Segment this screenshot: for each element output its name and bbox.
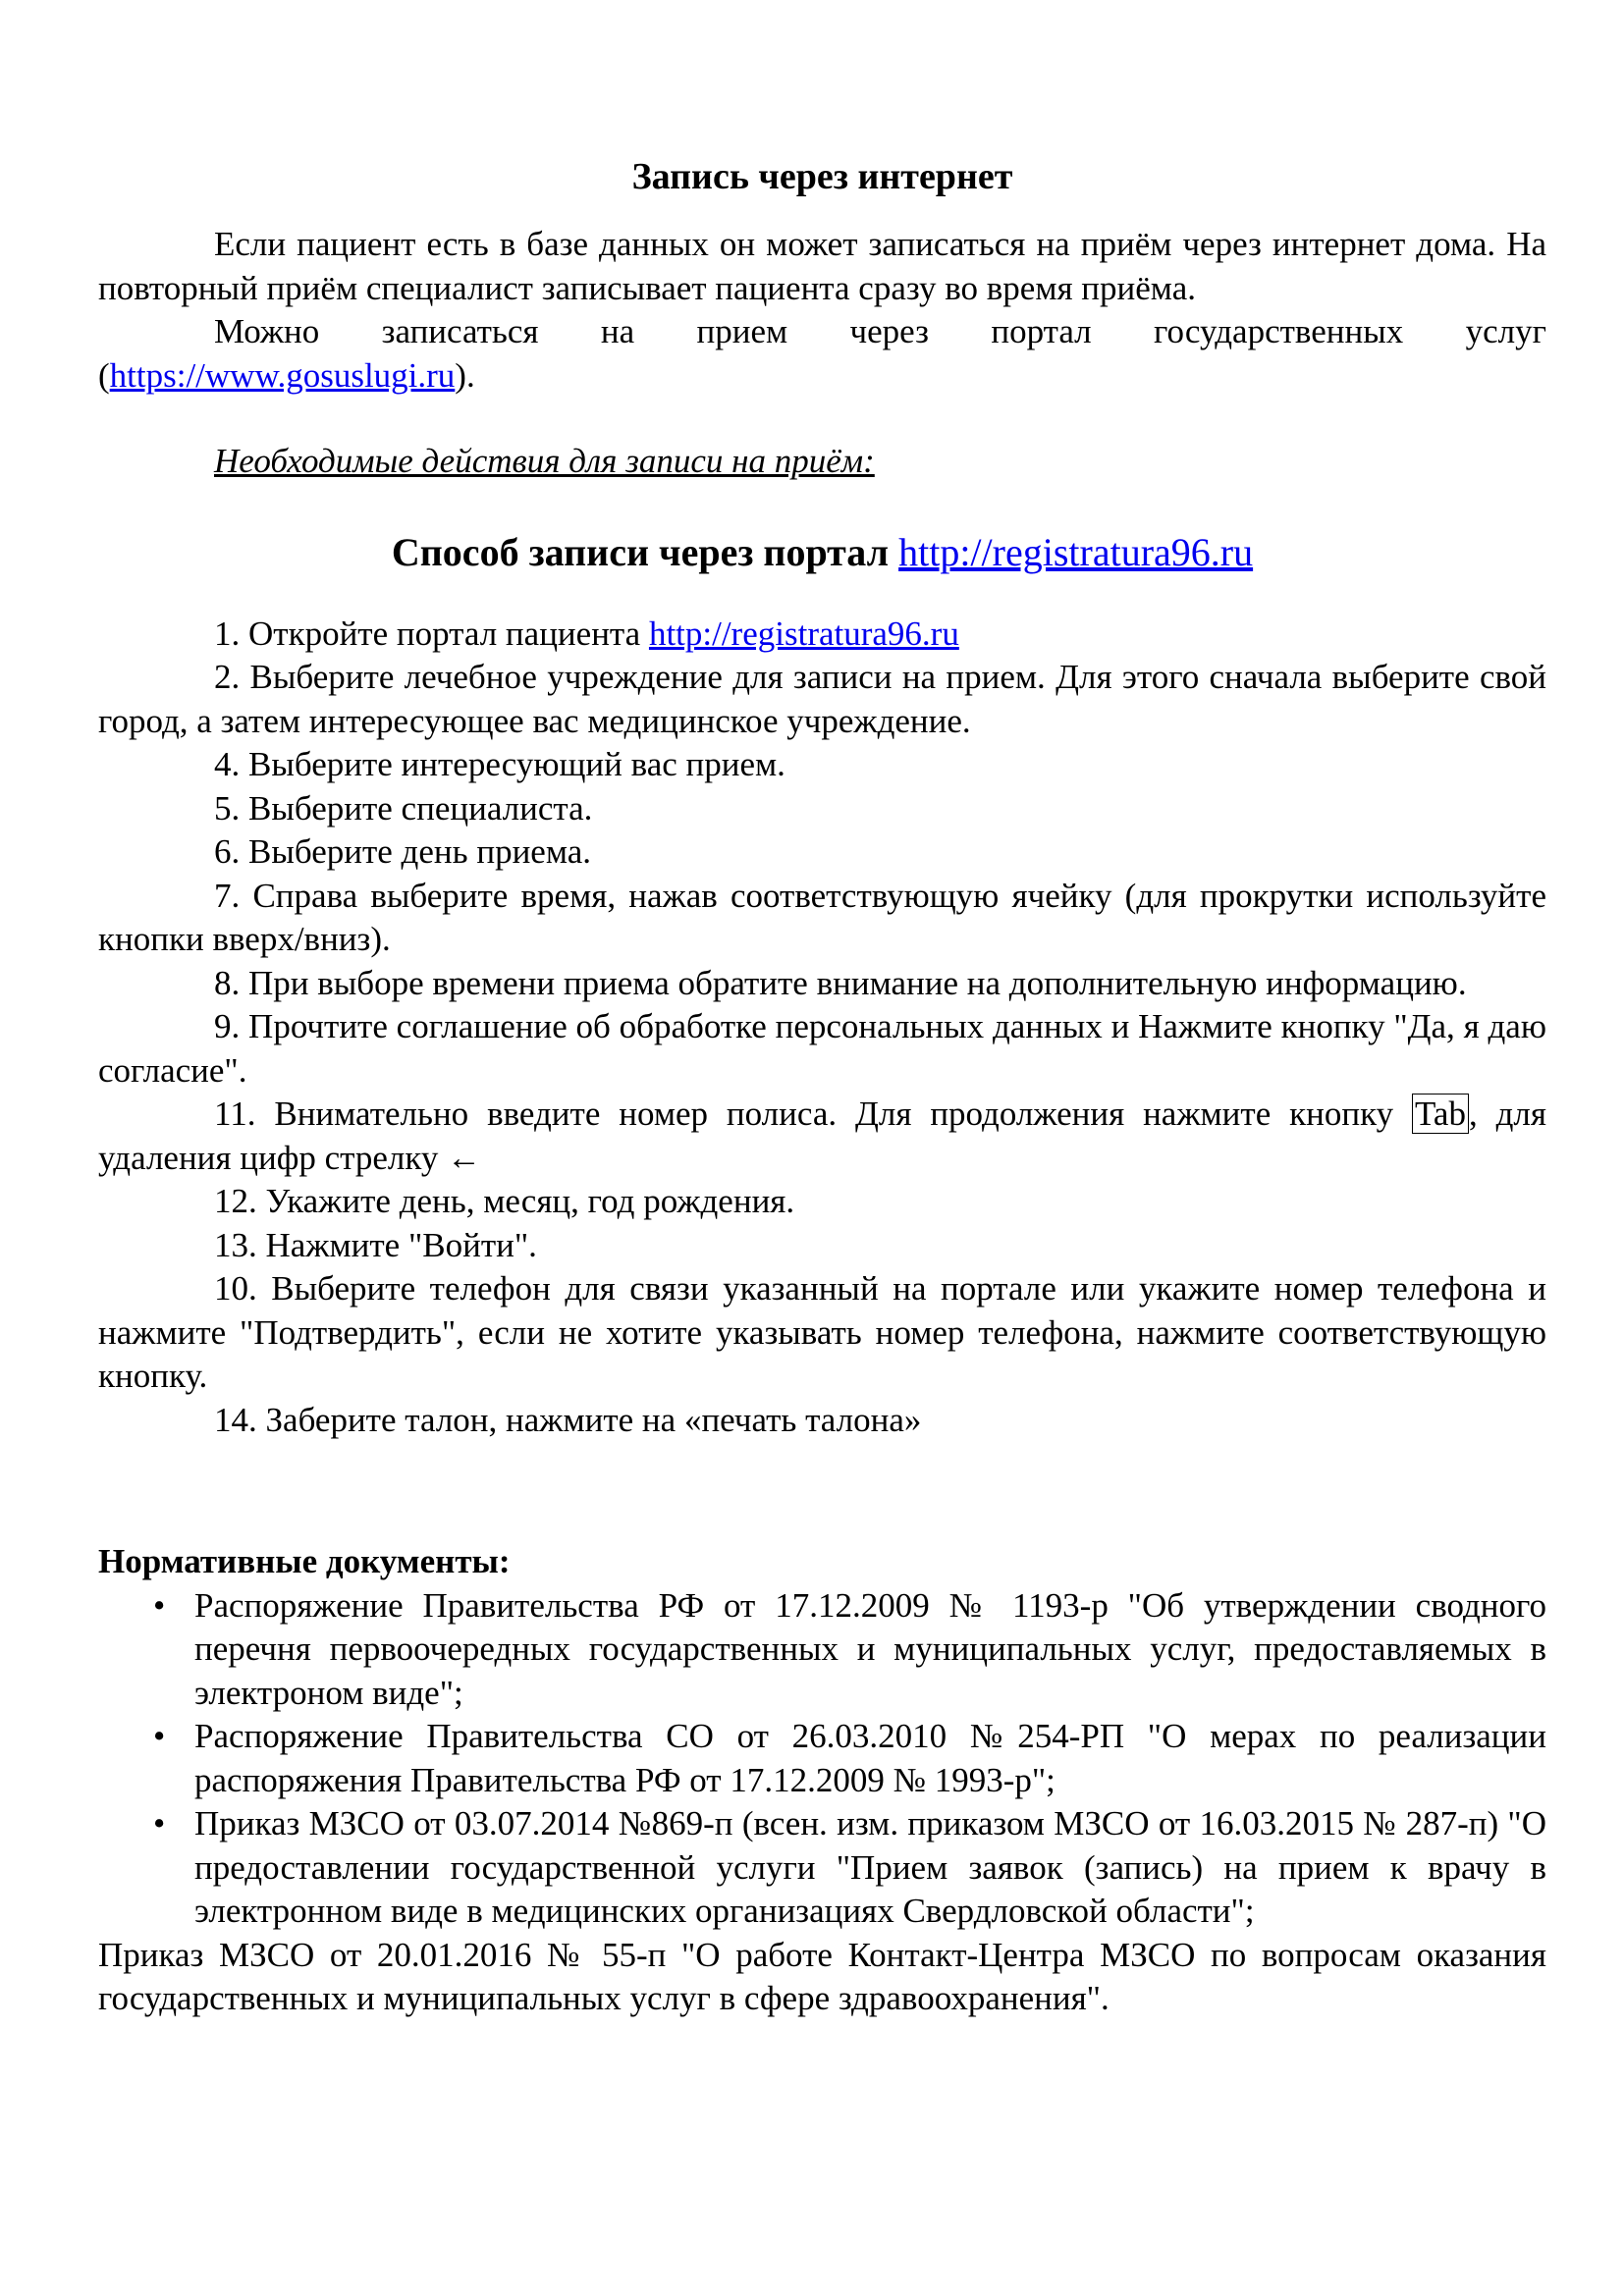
step-6: 6. Выберите день приема. [214, 832, 592, 871]
page-title: Запись через интернет [631, 156, 1013, 197]
normative-last-item: Приказ МЗСО от 20.01.2016 № 55-п "О работе Контакт-Центра МЗСО по вопросам оказания государственных и муниципальных услуг в сфере здравоохранения". [98, 1935, 1546, 2017]
normative-item: • Приказ МЗСО от 03.07.2014 №869-п (всен. изм. приказом МЗСО от 16.03.2015 № 287-п) "О предоставлении государственной услуги "Прием заявок (запись) на прием к врачу в электронном виде в медицинских организациях Свердловской области"; [153, 1804, 1546, 1930]
step-10: 10. Выберите телефон для связи указанный на портале или укажите номер телефона и нажмите "Подтвердить", если не хотите указывать номер телефона, нажмите соответствующую кнопку. [98, 1269, 1546, 1395]
gosuslugi-paragraph: Можно записаться на прием через портал государственных услуг (https://www.gosuslugi.ru). [98, 312, 1546, 395]
normative-list [98, 1584, 1546, 1934]
step-14: 14. Заберите талон, нажмите на «печать талона» [214, 1400, 922, 1439]
step-7: 7. Справа выберите время, нажав соответствующую ячейку (для прокрутки используйте кнопки вверх/вниз). [98, 876, 1546, 958]
step-5: 5. Выберите специалиста. [214, 788, 593, 828]
step-4: 4. Выберите интересующий вас прием. [214, 745, 785, 783]
actions-heading: Необходимые действия для записи на приём: [214, 442, 875, 480]
intro-paragraph: Если пациент есть в базе данных он может записаться на приём через интернет дома. На повторный приём специалист записывает пациента сразу во время приёма. [98, 225, 1546, 307]
step-9: 9. Прочтите соглашение об обработке персональных данных и Нажмите кнопку "Да, я даю согласие". [98, 1007, 1546, 1090]
registratura-heading-link[interactable]: http://registratura96.ru [898, 529, 1254, 574]
normative-item: • Распоряжение Правительства СО от 26.03.2010 №254-РП "О мерах по реализации распоряжения Правительства РФ от 17.12.2009 № 1993-р"; [153, 1717, 1546, 1799]
gosuslugi-link[interactable]: https://www.gosuslugi.ru [109, 355, 456, 395]
registratura-link[interactable]: http://registratura96.ru [648, 614, 959, 653]
tab-key-box: Tab [1412, 1094, 1469, 1134]
step-2: 2. Выберите лечебное учреждение для записи на прием. Для этого сначала выберите свой город, а затем интересующее вас медицинское учреждение. [98, 658, 1546, 740]
document-page [98, 147, 1546, 2021]
bullet-icon: • [153, 1804, 166, 1842]
method-heading: Способ записи через портал http://registratura96.ru [391, 529, 1254, 574]
step-1: 1. Откройте портал пациента http://registratura96.ru [214, 614, 959, 653]
bullet-icon: • [153, 1717, 166, 1755]
step-11: 11. Внимательно введите номер полиса. Для продолжения нажмите кнопку Tab, для удаления цифр стрелку ← [98, 1095, 1547, 1177]
bullet-icon: • [153, 1585, 166, 1625]
step-8: 8. При выборе времени приема обратите внимание на дополнительную информацию. [214, 963, 1467, 1002]
normative-item: • Распоряжение Правительства РФ от 17.12.2009 № 1193-р "Об утверждении сводного перечня первоочередных государственных и муниципальных услуг, предоставляемых в электроном виде"; [153, 1585, 1546, 1712]
step-13: 13. Нажмите "Войти". [214, 1225, 537, 1264]
normative-heading: Нормативные документы: [98, 1542, 511, 1580]
step-12: 12. Укажите день, месяц, год рождения. [214, 1182, 795, 1220]
